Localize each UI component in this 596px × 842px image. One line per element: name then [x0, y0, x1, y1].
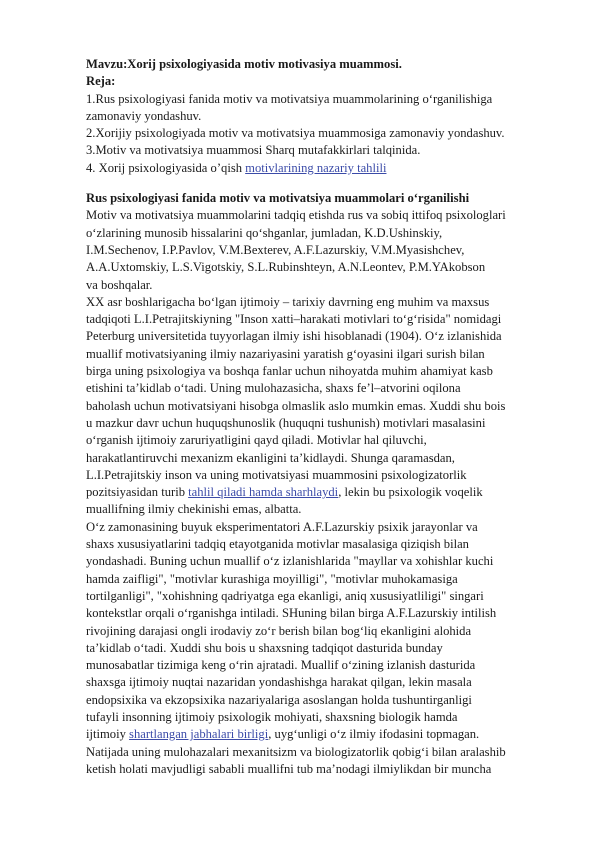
body-text-line — [86, 225, 558, 242]
text-run: XX asr boshlarigacha boʻlgan ijtimoiy – tarixiy davrning eng muhim va maxsus — [86, 294, 490, 309]
text-run: 3.Motiv va motivatsiya muammosi Sharq mutafakkirlari talqinida. — [86, 143, 421, 158]
body-text-line — [86, 294, 558, 311]
text-run: shaxs xususiyatlarini tadqiq etayotganida motivlar masalasiga qiziqish bilan — [86, 537, 469, 552]
text-run: A.A.Uxtomskiy, L.S.Vigotskiy, S.L.Rubinshteyn, A.N.Leontev, P.M.YAkobson — [86, 260, 486, 275]
body-text-line — [86, 501, 558, 518]
plan-label: Reja: — [86, 74, 116, 89]
body-text-line — [86, 674, 558, 691]
document-page — [86, 56, 558, 778]
body-text — [86, 207, 558, 778]
text-run: birga uning psixologiya va boshqa fanlar uchun nihoyatda muhim ahamiyat kasb — [86, 364, 493, 379]
hyperlink[interactable]: motivlarining nazariy tahlili — [245, 160, 387, 175]
section-title: Rus psixologiyasi fanida motiv va motivatsiya muammolari oʻrganilishi — [86, 191, 470, 206]
text-run: va boshqalar. — [86, 277, 153, 292]
text-run: etishini taʼkidlab oʻtadi. Uning mulohazasicha, shaxs feʼl–atvorini oqilona — [86, 381, 461, 396]
body-text-line — [86, 450, 558, 467]
body-text-line — [86, 346, 558, 363]
text-run: L.I.Petrajitskiy inson va uning motivatsiyasi muammosini psixologizatorlik — [86, 467, 467, 482]
body-text-line — [86, 259, 558, 276]
text-run: oʻrganish ijtimoiy zaruriyatligini qayd qiladi. Motivlar hal qiluvchi, — [86, 433, 427, 448]
text-run: yondashadi. Buning uchun muallif oʻz izlanishlarida "mayllar va xohishlar kuchi — [86, 554, 494, 569]
body-text-line — [86, 207, 558, 224]
body-text-line — [86, 605, 558, 622]
text-run: u mazkur davr uchun huquqshunoslik (huquqni tushunish) motivlari masalasini — [86, 415, 486, 430]
text-run: Natijada uning mulohazalari mexanitsizm va biologizatorlik qobigʻi bilan aralashib — [86, 744, 506, 759]
body-text-line — [86, 536, 558, 553]
text-run: taʼkidlab oʻtadi. Xuddi shu bois u shaxsning tadqiqot dasturida bunday — [86, 640, 443, 655]
plan-item-line — [86, 142, 558, 159]
text-run: oʻzlarining munosib hissalarini qoʻshganlar, jumladan, K.D.Ushinskiy, — [86, 225, 443, 240]
text-run: ketish holati mavjudligi sababli muallifni tub maʼnodagi ilmiylikdan bir muncha — [86, 761, 492, 776]
text-run: tufayli insonning ijtimoiy psixologik mohiyati, shaxsning biologik hamda — [86, 709, 458, 724]
text-run: rivojining darajasi ongli irodaviy zoʻr berish bilan bogʻliq ekanligini alohida — [86, 623, 472, 638]
body-text-line — [86, 744, 558, 761]
text-run: tortilganligi", "xohishning qadriyatga ega ekanligi, aniq xususiyatliligi" singari — [86, 588, 484, 603]
text-run: , uygʻunligi oʻz ilmiy ifodasini topmagan. — [268, 727, 480, 742]
hyperlink[interactable]: shartlangan jabhalari birligi — [129, 727, 269, 742]
text-run: munosabatlar tizimiga keng oʻrin ajratadi. Muallif oʻzining izlanish dasturida — [86, 658, 476, 673]
topic-heading: Mavzu:Xorij psixologiyasida motiv motivasiya muammosi. — [86, 57, 402, 71]
text-run: , lekin bu psixologik voqelik — [338, 485, 483, 500]
text-run: ijtimoiy — [86, 727, 130, 742]
text-run: 2.Xorijiy psixologiyada motiv va motivatsiya muammosiga zamonaviy yondashuv. — [86, 126, 505, 141]
body-text-line — [86, 242, 558, 259]
body-text-line — [86, 380, 558, 397]
body-text-line — [86, 328, 558, 345]
body-text-line — [86, 623, 558, 640]
body-text-line — [86, 709, 558, 726]
body-text-line — [86, 311, 558, 328]
text-run: muallifning ilmiy chekinishi emas, albatta. — [86, 502, 302, 517]
text-run: endopsixika va ekzopsixika nazariyalariga asoslangan holda tushuntirganligi — [86, 692, 472, 707]
body-text-line — [86, 640, 558, 657]
body-text-line — [86, 588, 558, 605]
body-text-line — [86, 432, 558, 449]
text-run: 4. Xorij psixologiyasida o’qish — [86, 160, 246, 175]
plan-item-line — [86, 108, 558, 125]
plan-item-line — [86, 91, 558, 108]
text-run: muallif motivatsiyaning ilmiy nazariyasini yaratish gʻoyasini ilgari surish bilan — [86, 346, 485, 361]
text-run: baholash uchun motivatsiyani hisobga olmaslik aslo mumkin emas. Xuddi shu bois — [86, 398, 506, 413]
plan-item-line — [86, 125, 558, 142]
plan-list — [86, 91, 558, 177]
text-run: shaxsga ijtimoiy nuqtai nazaridan yondashishga harakat qilgan, lekin masala — [86, 675, 472, 690]
body-text-line — [86, 692, 558, 709]
text-run: kontekstlar orqali oʻrganishga intiladi. SHuning bilan birga A.F.Lazurskiy intilish — [86, 606, 497, 621]
body-text-line — [86, 415, 558, 432]
text-run: Oʻz zamonasining buyuk eksperimentatori A.F.Lazurskiy psixik jarayonlar va — [86, 519, 478, 534]
body-text-line — [86, 484, 558, 501]
text-run: pozitsiyasidan turib — [86, 485, 189, 500]
text-run: Peterburg universitetida tuyyorlagan ilmiy ishi hisoblanadi (1904). Oʻz izlanishida — [86, 329, 502, 344]
body-text-line — [86, 553, 558, 570]
text-run: 1.Rus psixologiyasi fanida motiv va motivatsiya muammolarining oʻrganilishiga — [86, 91, 493, 106]
body-text-line — [86, 467, 558, 484]
body-text-line — [86, 657, 558, 674]
body-text-line — [86, 761, 558, 778]
body-text-line — [86, 277, 558, 294]
body-text-line — [86, 398, 558, 415]
body-text-line — [86, 571, 558, 588]
text-run: tadqiqoti L.I.Petrajitskiyning "Inson xatti–harakati motivlari toʻgʻrisida" nomidagi — [86, 312, 502, 327]
plan-item-line — [86, 160, 558, 177]
hyperlink[interactable]: tahlil qiladi hamda sharhlaydi — [188, 485, 339, 500]
text-run: I.M.Sechenov, I.P.Pavlov, V.M.Bexterev, A.F.Lazurskiy, V.M.Myasishchev, — [86, 242, 465, 257]
body-text-line — [86, 363, 558, 380]
body-text-line — [86, 519, 558, 536]
text-run: Motiv va motivatsiya muammolarini tadqiq etishda rus va sobiq ittifoq psixologlari — [86, 208, 506, 223]
body-text-line — [86, 726, 558, 743]
text-run: zamonaviy yondashuv. — [86, 108, 202, 123]
paragraph-gap — [86, 177, 558, 190]
text-run: harakatlantiruvchi mexanizm ekanligini taʼkidlaydi. Shunga qaramasdan, — [86, 450, 455, 465]
text-run: hamda zaifligi", "motivlar kurashiga moyilligi", "motivlar muhokamasiga — [86, 571, 458, 586]
